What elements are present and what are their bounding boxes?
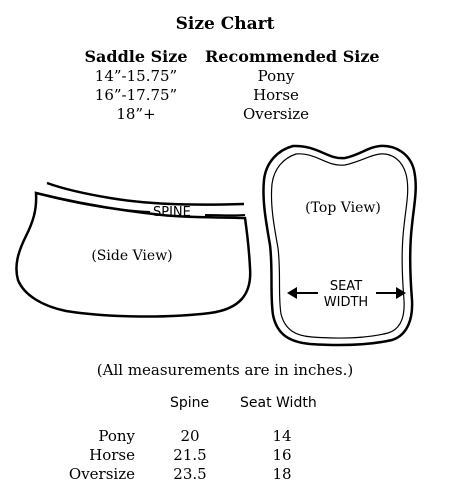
seat-width-arrow-right <box>376 287 406 299</box>
size-name-cell: Oversize <box>68 465 135 483</box>
saddle-size-cell: 14”-15.75” <box>94 67 178 85</box>
size-name-cell: Horse <box>89 446 135 464</box>
spine-value-cell: 21.5 <box>173 446 207 464</box>
size-name-cell: Pony <box>98 427 135 445</box>
seat-width-arrow-left <box>287 287 318 299</box>
seat-width-value-cell: 16 <box>272 446 292 464</box>
side-view-label: (Side View) <box>91 248 173 264</box>
saddle-size-cell: 16”-17.75” <box>94 86 178 104</box>
recommended-size-header: Recommended Size <box>205 47 380 66</box>
width-label: WIDTH <box>323 295 369 310</box>
saddle-size-header: Saddle Size <box>84 47 188 66</box>
saddle-size-cell: 18”+ <box>116 105 156 123</box>
recommended-size-cell: Horse <box>253 86 299 104</box>
recommended-size-cell: Pony <box>257 67 295 85</box>
spine-header: Spine <box>170 395 210 411</box>
top-view-label: (Top View) <box>305 200 381 216</box>
page-title: Size Chart <box>175 14 275 34</box>
measurement-note: (All measurements are in inches.) <box>96 361 354 379</box>
seat-width-value-cell: 14 <box>272 427 292 445</box>
spine-value-cell: 23.5 <box>173 465 207 483</box>
seat-width-value-cell: 18 <box>272 465 292 483</box>
seat-label: SEAT <box>329 279 363 294</box>
spine-value-cell: 20 <box>180 427 200 445</box>
spine-label: SPINE <box>153 205 191 220</box>
top-view-pad <box>263 146 415 345</box>
recommended-size-cell: Oversize <box>242 105 310 123</box>
seat-width-header: Seat Width <box>240 395 317 411</box>
